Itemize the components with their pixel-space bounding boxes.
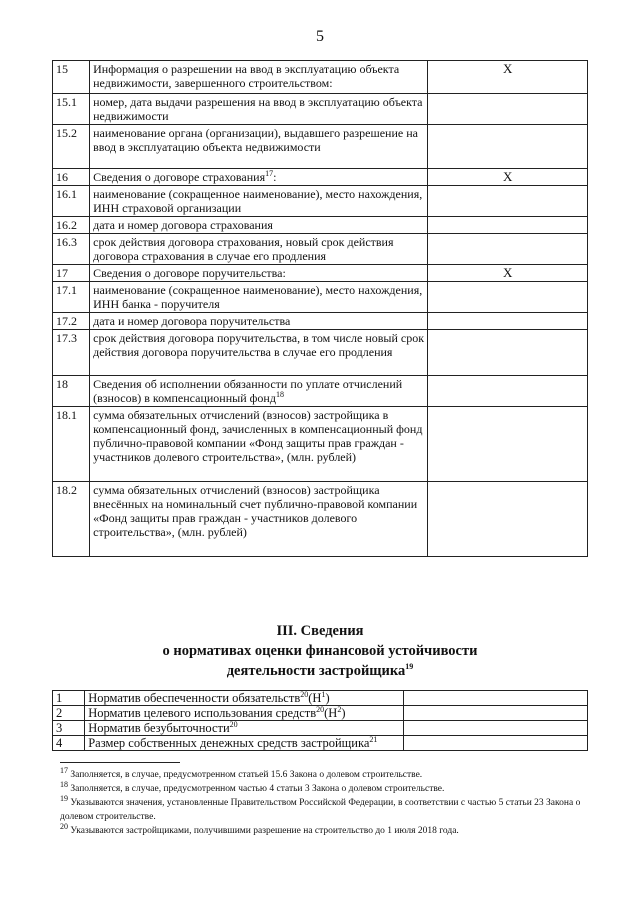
table-row xyxy=(53,217,588,234)
table-row xyxy=(53,376,588,407)
row-number: 3 xyxy=(53,721,85,736)
table-row xyxy=(53,282,588,313)
row-text: Размер собственных денежных средств застройщика xyxy=(88,736,370,750)
row-value xyxy=(404,721,588,736)
footnotes xyxy=(60,765,585,838)
footnote-ref: 20 xyxy=(229,719,238,729)
row-text: Сведения о договоре поручительства: xyxy=(93,266,286,280)
row-text-mid: (Н xyxy=(308,691,322,705)
table-row xyxy=(53,691,588,706)
footnote xyxy=(60,821,585,838)
footnote-ref: 17 xyxy=(265,169,274,178)
row-text: наименование (сокращенное наименование), место нахождения, ИНН банка - поручителя xyxy=(93,283,423,311)
row-number: 15 xyxy=(53,61,90,94)
row-description xyxy=(90,61,428,94)
footnote-ref: 21 xyxy=(369,734,378,744)
row-number: 18.1 xyxy=(53,407,90,482)
row-value xyxy=(428,234,588,265)
row-value xyxy=(428,217,588,234)
row-value: X xyxy=(428,265,588,282)
row-text: сумма обязательных отчислений (взносов) застройщика внесённых на номинальный счет публично-правовой компании «Фонд защиты прав граждан - участников долевого строительства», (млн. рублей) xyxy=(93,483,418,539)
row-description xyxy=(90,169,428,186)
row-description xyxy=(85,736,404,751)
row-number: 16.2 xyxy=(53,217,90,234)
row-description xyxy=(90,125,428,169)
row-description xyxy=(90,376,428,407)
financial-norms-table xyxy=(52,690,588,751)
footnote xyxy=(60,765,585,782)
row-number: 17.1 xyxy=(53,282,90,313)
row-description xyxy=(90,234,428,265)
table-row xyxy=(53,234,588,265)
row-value xyxy=(428,94,588,125)
row-value xyxy=(428,186,588,217)
row-value xyxy=(404,706,588,721)
section-title: III. Сведения xyxy=(276,623,364,639)
row-number: 18 xyxy=(53,376,90,407)
table-row xyxy=(53,265,588,282)
row-text: сумма обязательных отчислений (взносов) застройщика в компенсационный фонд, зачисленных в компенсационный фонд публично-правовой компании «Фонд защиты прав граждан - участников долевого строительства», (млн. рублей) xyxy=(93,408,423,464)
row-number: 16.3 xyxy=(53,234,90,265)
row-value: X xyxy=(428,61,588,94)
footnote-mark: 19 xyxy=(60,793,68,803)
table-row xyxy=(53,313,588,330)
row-text: Норматив целевого использования средств xyxy=(88,706,317,720)
row-number: 4 xyxy=(53,736,85,751)
row-number: 17.2 xyxy=(53,313,90,330)
table-row xyxy=(53,706,588,721)
row-text: Норматив обеспеченности обязательств xyxy=(88,691,301,705)
footnote-ref: 20 xyxy=(316,704,325,714)
footnote-mark: 20 xyxy=(60,821,68,831)
row-description xyxy=(90,94,428,125)
page-number: 5 xyxy=(316,28,324,45)
row-value xyxy=(428,482,588,557)
row-value xyxy=(428,407,588,482)
row-description xyxy=(90,330,428,376)
row-text-tail: : xyxy=(273,170,277,184)
row-text: срок действия договора страхования, новый срок действия договора страхования в случае его продления xyxy=(93,235,394,263)
row-number: 17 xyxy=(53,265,90,282)
footnote-mark: 17 xyxy=(60,765,68,775)
subscript-ref: 1 xyxy=(321,689,326,699)
row-description xyxy=(90,313,428,330)
table-row xyxy=(53,407,588,482)
row-text-tail: ) xyxy=(341,706,346,720)
row-number: 16 xyxy=(53,169,90,186)
row-description xyxy=(85,721,404,736)
footnote xyxy=(60,793,585,824)
footnote xyxy=(60,779,585,796)
row-value xyxy=(428,282,588,313)
row-text: Сведения об исполнении обязанности по уплате отчислений (взносов) в компенсационный фонд xyxy=(93,377,403,405)
section-subtitle-2 xyxy=(0,662,640,681)
row-number: 16.1 xyxy=(53,186,90,217)
row-description xyxy=(90,186,428,217)
row-text: Норматив безубыточности xyxy=(88,721,230,735)
row-value xyxy=(404,736,588,751)
footnote-text: Заполняется, в случае, предусмотренном частью 4 статьи 3 Закона о долевом строительстве. xyxy=(68,784,445,794)
project-info-table xyxy=(52,60,588,557)
row-description xyxy=(90,407,428,482)
row-text: дата и номер договора страхования xyxy=(93,218,273,232)
table-row xyxy=(53,736,588,751)
row-text: наименование органа (организации), выдавшего разрешение на ввод в эксплуатацию объекта недвижимости xyxy=(93,126,418,154)
footnote-mark: 18 xyxy=(60,779,68,789)
table-row xyxy=(53,94,588,125)
row-text-tail: ) xyxy=(325,691,330,705)
row-description xyxy=(90,265,428,282)
row-text: Информация о разрешении на ввод в эксплуатацию объекта недвижимости, завершенного строительством: xyxy=(93,62,400,90)
footnote-text: Заполняется, в случае, предусмотренном статьей 15.6 Закона о долевом строительстве. xyxy=(68,770,423,780)
section-subtitle: о нормативах оценки финансовой устойчивости xyxy=(162,643,478,659)
footnote-divider xyxy=(60,762,180,763)
table-row xyxy=(53,330,588,376)
row-number: 18.2 xyxy=(53,482,90,557)
table-row xyxy=(53,482,588,557)
row-text: Сведения о договоре страхования xyxy=(93,170,266,184)
table-row xyxy=(53,169,588,186)
row-value xyxy=(428,376,588,407)
subscript-ref: 2 xyxy=(337,704,342,714)
row-text: наименование (сокращенное наименование), место нахождения, ИНН страховой организации xyxy=(93,187,423,215)
row-text-mid: (Н xyxy=(324,706,338,720)
row-number: 15.2 xyxy=(53,125,90,169)
row-text: номер, дата выдачи разрешения на ввод в эксплуатацию объекта недвижимости xyxy=(93,95,423,123)
footnote-ref: 19 xyxy=(405,662,414,672)
row-value xyxy=(404,691,588,706)
section-subtitle-text: деятельности застройщика xyxy=(226,663,406,679)
row-number: 15.1 xyxy=(53,94,90,125)
footnote-ref: 20 xyxy=(300,689,309,699)
table-row xyxy=(53,186,588,217)
row-description xyxy=(85,706,404,721)
row-number: 1 xyxy=(53,691,85,706)
footnote-text: Указываются значения, установленные Правительством Российской Федерации, в соответствии с частью 5 статьи 23 Закона о долевом строительстве. xyxy=(60,798,581,822)
table-row xyxy=(53,721,588,736)
row-number: 17.3 xyxy=(53,330,90,376)
row-value: X xyxy=(428,169,588,186)
row-value xyxy=(428,125,588,169)
row-description xyxy=(90,482,428,557)
row-text: дата и номер договора поручительства xyxy=(93,314,291,328)
table-row xyxy=(53,125,588,169)
row-description xyxy=(90,282,428,313)
table-row xyxy=(53,61,588,94)
footnote-text: Указываются застройщиками, получившими разрешение на строительство до 1 июля 2018 года. xyxy=(68,826,459,836)
row-description xyxy=(90,217,428,234)
row-value xyxy=(428,313,588,330)
row-value xyxy=(428,330,588,376)
row-description xyxy=(85,691,404,706)
row-text: срок действия договора поручительства, в том числе новый срок действия договора поручительства в случае его продления xyxy=(93,331,425,359)
row-number: 2 xyxy=(53,706,85,721)
footnote-ref: 18 xyxy=(275,390,284,399)
